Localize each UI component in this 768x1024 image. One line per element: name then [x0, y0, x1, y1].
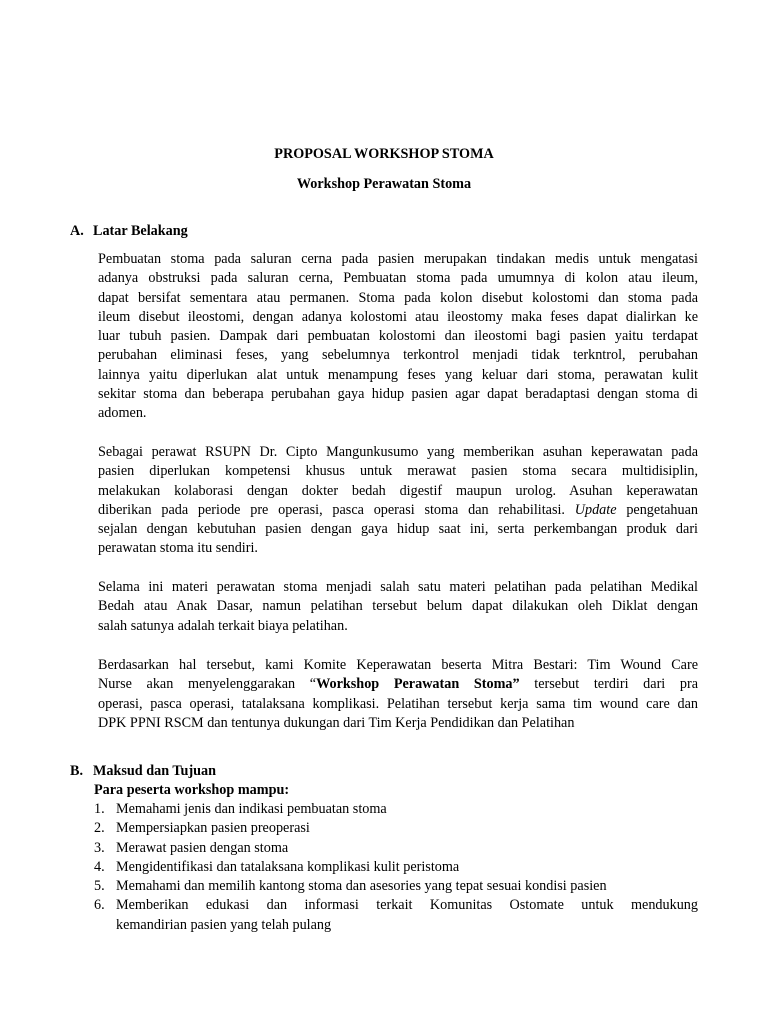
- text-line: [98, 675, 698, 694]
- list-text: Memahami dan memilih kantong stoma dan asesories yang tepat sesuai kondisi pasien: [116, 878, 607, 895]
- text-line: dapat bersifat sementara atau permanen. Stoma pada kolon disebut kolostomi dan stoma pada: [98, 289, 698, 306]
- list-item: [94, 858, 698, 877]
- text-line: pasien diperlukan kompetensi khusus untuk merawat pasien stoma secara multidisiplin,: [98, 463, 698, 480]
- text-line: [98, 501, 698, 520]
- list-item: [94, 839, 698, 858]
- objectives-intro: Para peserta workshop mampu:: [94, 782, 290, 798]
- list-item: [94, 819, 698, 838]
- section-a-letter: A.: [70, 223, 84, 239]
- paragraph-background-2: [98, 443, 698, 559]
- section-b-title: Maksud dan Tujuan: [93, 763, 217, 779]
- list-number: 1.: [94, 801, 105, 817]
- document-title: PROPOSAL WORKSHOP STOMA: [274, 146, 494, 162]
- list-text: Memahami jenis dan indikasi pembuatan stoma: [116, 801, 387, 817]
- paragraph-background-1: [98, 250, 698, 424]
- list-text: Mengidentifikasi dan tatalaksana komplikasi kulit peristoma: [116, 858, 460, 875]
- text-line: adanya obstruksi pada saluran cerna, Pembuatan stoma pada umumnya di kolon atau ileum,: [98, 270, 698, 287]
- text-fragment: Nurse akan menyelenggarakan “: [98, 676, 317, 693]
- text-line: ileum disebut ileostomi, dengan adanya kolostomi atau ileostomy maka feses dapat dialirkan ke: [98, 308, 698, 325]
- text-line: lainnya yaitu diperlukan alat untuk menampung feses yang keluar dari stoma, perawatan kulit: [98, 366, 698, 383]
- text-line: luar tubuh pasien. Dampak dari pembuatan kolostomi dan ileostomi bagi pasien yaitu terdapat: [98, 328, 698, 345]
- paragraph-background-3: [98, 578, 698, 636]
- document-subtitle: Workshop Perawatan Stoma: [296, 176, 472, 192]
- objectives-list: [94, 800, 698, 935]
- text-line: DPK PPNI RSCM dan tentunya dukungan dari Tim Kerja Pendidikan dan Pelatihan: [98, 714, 575, 731]
- list-number: 3.: [94, 839, 105, 856]
- text-line: Sebagai perawat RSUPN Dr. Cipto Mangunkusumo yang memberikan asuhan keperawatan pada: [98, 444, 698, 460]
- list-text: Merawat pasien dengan stoma: [116, 839, 289, 856]
- list-number: 4.: [94, 858, 105, 875]
- list-text: Mempersiapkan pasien preoperasi: [116, 820, 310, 837]
- section-b-letter: B.: [70, 763, 84, 779]
- text-fragment: pengetahuan: [626, 501, 699, 518]
- text-fragment: tersebut terdiri dari pra: [519, 676, 699, 693]
- text-line: Bedah atau Anak Dasar, namun pelatihan tersebut belum dapat dilakukan oleh Diklat dengan: [98, 598, 698, 615]
- list-number: 6.: [94, 897, 105, 914]
- text-line: sekitar stoma dan beberapa perubahan gaya hidup pasien agar dapat beradaptasi dengan stoma di: [98, 386, 698, 403]
- section-a-heading: [70, 222, 188, 241]
- text-line: Selama ini materi perawatan stoma menjadi salah satu materi pelatihan pada pelatihan Medikal: [98, 579, 698, 595]
- text-line: adomen.: [98, 405, 147, 422]
- italic-word-update: Update: [574, 501, 617, 518]
- text-line: sejalan dengan kebutuhan pasien dengan gaya hidup saat ini, serta perkembangan produk dari: [98, 521, 698, 538]
- text-line: operasi, pasca operasi, tatalaksana komplikasi. Pelatihan tersebut kerja sama tim wound care dan: [98, 695, 698, 712]
- text-line: Berdasarkan hal tersebut, kami Komite Keperawatan beserta Mitra Bestari: Tim Wound Care: [98, 657, 698, 673]
- text-fragment: diberikan pada periode pre operasi, pasca operasi stoma dan rehabilitasi.: [98, 501, 565, 518]
- text-line: perubahan eliminasi feses, yang sebelumnya terkontrol menjadi tidak terkntrol, perubahan: [98, 347, 698, 364]
- list-item: [94, 877, 698, 896]
- bold-workshop-name: Workshop Perawatan Stoma”: [316, 676, 520, 693]
- list-item: [94, 896, 698, 935]
- section-a-title: Latar Belakang: [93, 223, 188, 239]
- paragraph-background-4: [98, 656, 698, 733]
- list-number: 5.: [94, 878, 105, 895]
- section-b-heading: [70, 762, 216, 781]
- text-line: Pembuatan stoma pada saluran cerna pada pasien merupakan tindakan medis untuk mengatasi: [98, 251, 698, 267]
- list-text: Memberikan edukasi dan informasi terkait Komunitas Ostomate untuk mendukung: [116, 897, 698, 914]
- text-line: salah satunya adalah terkait biaya pelatihan.: [98, 617, 348, 634]
- text-line: perawatan stoma itu sendiri.: [98, 540, 258, 557]
- list-number: 2.: [94, 820, 105, 837]
- list-item: [94, 800, 698, 819]
- text-line: melakukan kolaborasi dengan dokter bedah digestif maupun urolog. Asuhan keperawatan: [98, 482, 698, 499]
- list-text: kemandirian pasien yang telah pulang: [116, 916, 332, 933]
